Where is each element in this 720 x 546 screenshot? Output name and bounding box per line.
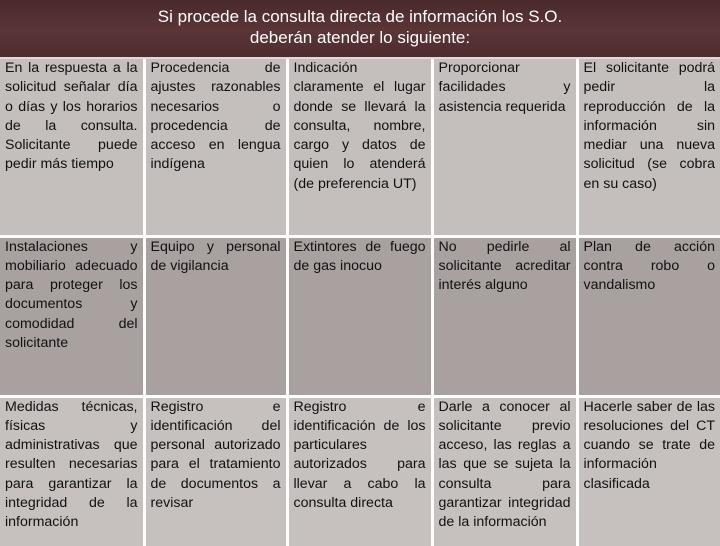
slide-title-line-2: deberán atender lo siguiente:: [249, 28, 471, 47]
table-cell: No pedirle al solicitante acreditar interés alguno: [432, 236, 577, 396]
table-cell: Registro e identificación de los particulares autorizados para llevar a cabo la consulta directa: [287, 396, 432, 546]
table-cell: El solicitante podrá pedir la reproducción de la información sin mediar una nueva solicitud (se cobra en su caso): [577, 59, 720, 236]
table-cell: Equipo y personal de vigilancia: [144, 236, 287, 396]
slide-title-banner: [0, 0, 720, 57]
table-cell: Procedencia de ajustes razonables necesarios o procedencia de acceso en lengua indígena: [144, 59, 287, 236]
table-cell: Plan de acción contra robo o vandalismo: [577, 236, 720, 396]
table-cell: Proporcionar facilidades y asistencia requerida: [432, 59, 577, 236]
requirements-table: [0, 59, 720, 546]
table-row: [0, 396, 720, 546]
table-cell: Hacerle saber de las resoluciones del CT cuando se trate de información clasificada: [577, 396, 720, 546]
table-cell: Medidas técnicas, físicas y administrativas que resulten necesarias para garantizar la integridad de la información: [0, 396, 144, 546]
table-cell: En la respuesta a la solicitud señalar día o días y los horarios de la consulta. Solicitante puede pedir más tiempo: [0, 59, 144, 236]
table-cell: Extintores de fuego de gas inocuo: [287, 236, 432, 396]
slide-title-line-1: Si procede la consulta directa de información los S.O.: [157, 7, 563, 26]
table-row: [0, 59, 720, 236]
table-row: [0, 236, 720, 396]
table-cell: Indicación claramente el lugar donde se llevará la consulta, nombre, cargo y datos de quien lo atenderá (de preferencia UT): [287, 59, 432, 236]
table-cell: Registro e identificación del personal autorizado para el tratamiento de documentos a revisar: [144, 396, 287, 546]
table-cell: Darle a conocer al solicitante previo acceso, las reglas a las que se sujeta la consulta para garantizar integridad de la información: [432, 396, 577, 546]
table-cell: Instalaciones y mobiliario adecuado para proteger los documentos y comodidad del solicitante: [0, 236, 144, 396]
